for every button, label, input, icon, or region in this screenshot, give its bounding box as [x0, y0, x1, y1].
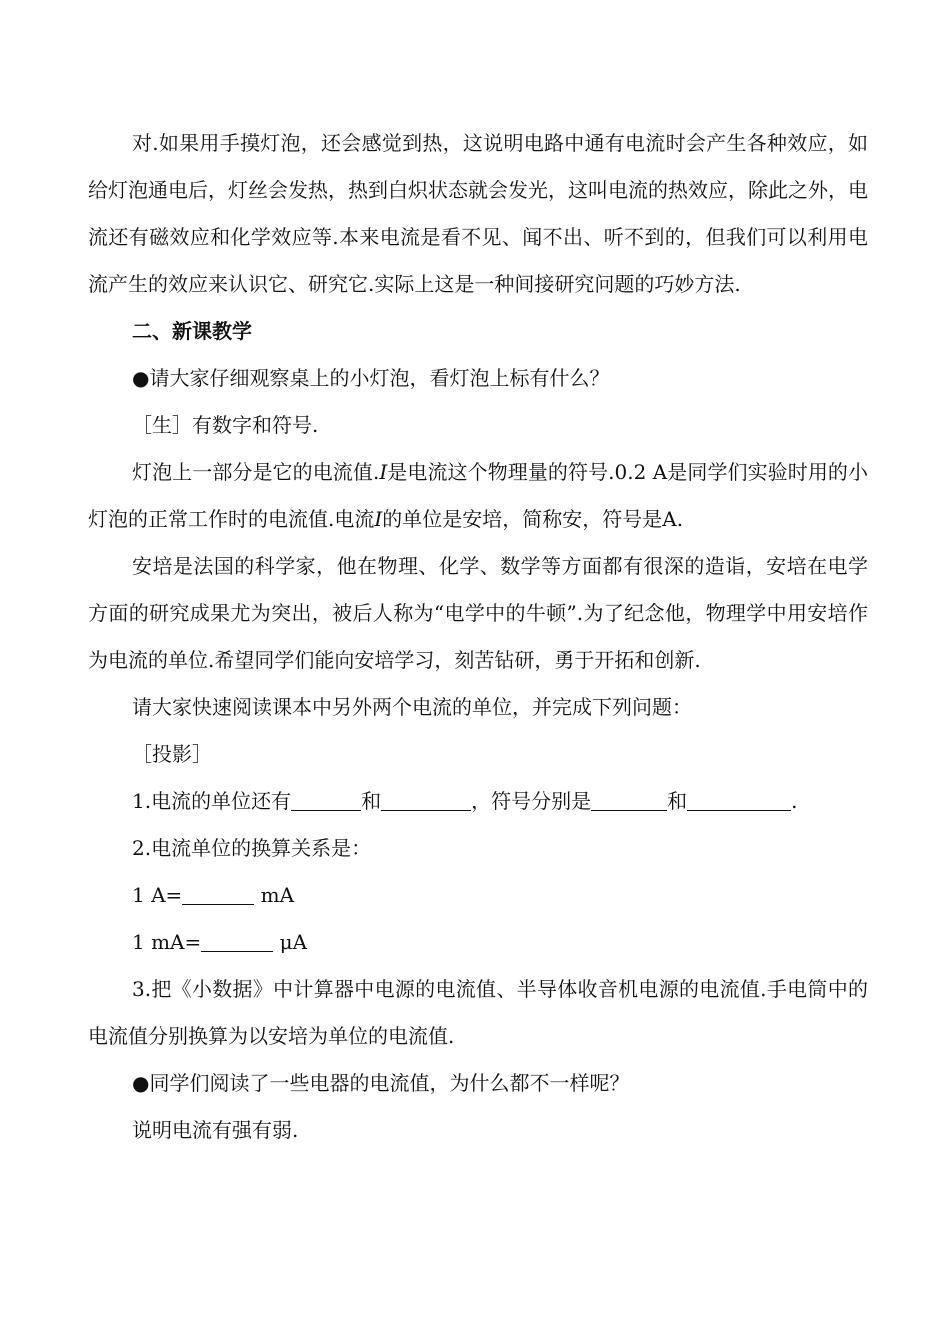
- paragraph-ampere: 安培是法国的科学家，他在物理、化学、数学等方面都有很深的造诣，安培在电学方面的研究成果尤为突出，被后人称为“电学中的牛顿”.为了纪念他，物理学中用安培作为电流的单位.希望同学们能向安培学习，刻苦钻研，勇于开拓和创新.: [88, 554, 868, 672]
- conversion-ma-ua: [88, 919, 868, 966]
- text-segment: 和: [667, 789, 688, 813]
- exercise-item-3: 3.把《小数据》中计算器中电源的电流值、半导体收音机电源的电流值.手电筒中的电流值分别换算为以安培为单位的电流值.: [88, 977, 868, 1048]
- fill-blank[interactable]: [381, 790, 471, 811]
- projection-label: ［投影］: [132, 742, 212, 766]
- text-segment: 和: [361, 789, 382, 813]
- exercise-item-2: 2.电流单位的换算关系是：: [132, 836, 372, 860]
- question-different-values: ●同学们阅读了一些电器的电流值，为什么都不一样呢？: [132, 1071, 630, 1095]
- fill-blank[interactable]: [182, 884, 254, 905]
- question-bulb: ●请大家仔细观察桌上的小灯泡，看灯泡上标有什么？: [132, 366, 610, 390]
- text-segment: 1.电流的单位还有: [132, 789, 292, 813]
- text-segment: 1 A=: [132, 883, 183, 907]
- student-answer: ［生］有数字和符号.: [132, 413, 319, 437]
- paragraph-current-value: [88, 449, 868, 543]
- text-segment: 灯泡上一部分是它的电流值.: [132, 460, 380, 484]
- text-segment: 1 mA=: [132, 930, 202, 954]
- fill-blank[interactable]: [591, 790, 667, 811]
- symbol-i: I: [374, 507, 383, 531]
- fill-blank[interactable]: [291, 790, 361, 811]
- exercise-item-1: [88, 778, 868, 825]
- text-segment: ，符号分别是: [471, 789, 592, 813]
- fill-blank[interactable]: [687, 790, 791, 811]
- fill-blank[interactable]: [201, 931, 273, 952]
- text-segment: μA: [273, 930, 308, 954]
- symbol-i: I: [379, 460, 388, 484]
- document-page: [88, 120, 868, 1154]
- conversion-a-ma: [88, 872, 868, 919]
- paragraph-effects: 对.如果用手摸灯泡，还会感觉到热，这说明电路中通有电流时会产生各种效应，如给灯泡通电后，灯丝会发热，热到白炽状态就会发光，这叫电流的热效应，除此之外，电流还有磁效应和化学效应等.本来电流是看不见、闻不出、听不到的，但我们可以利用电流产生的效应来认识它、研究它.实际上这是一种间接研究问题的巧妙方法.: [88, 131, 868, 296]
- text-segment: mA: [254, 883, 295, 907]
- text-segment: 是电流这个物理量的符号.0.2 A是同学们实验时用的小灯泡的正常工作时的电流值.电流: [88, 460, 869, 531]
- text-segment: 的单位是安培，简称安，符号是A.: [382, 507, 684, 531]
- section-heading: 二、新课教学: [132, 319, 252, 343]
- text-segment: .: [791, 789, 798, 813]
- paragraph-reading-task: 请大家快速阅读课本中另外两个电流的单位，并完成下列问题：: [132, 695, 692, 719]
- conclusion-text: 说明电流有强有弱.: [132, 1118, 299, 1142]
